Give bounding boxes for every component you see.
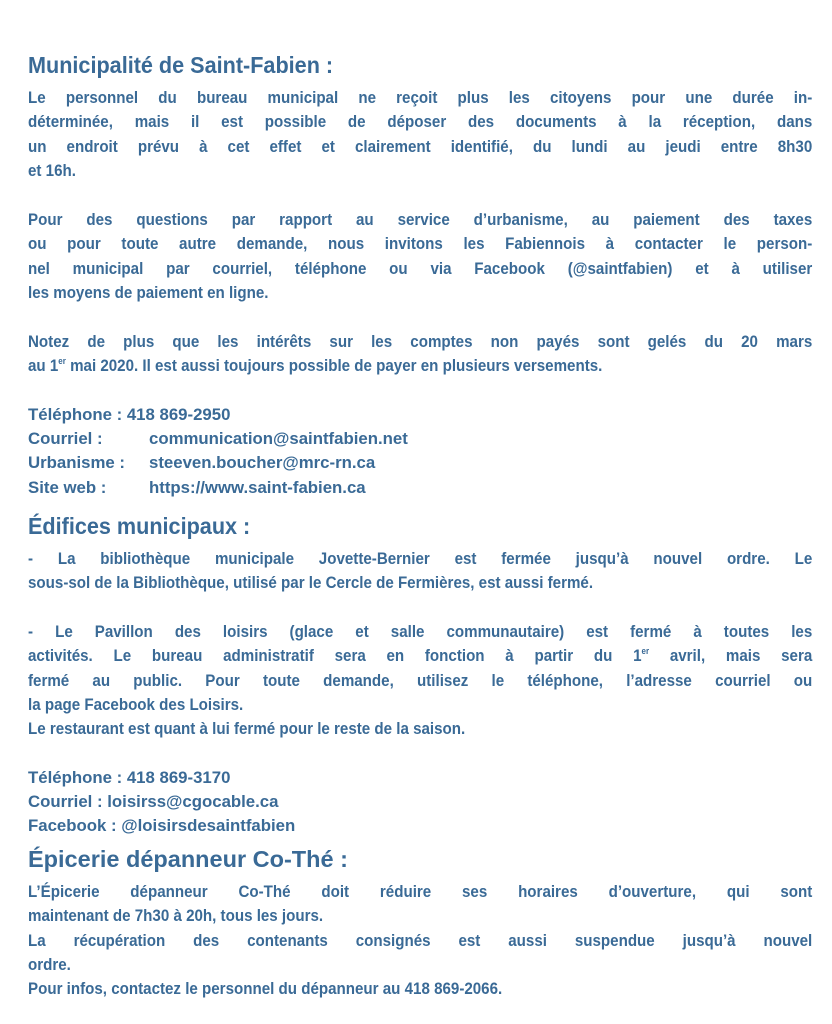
contact-label: Facebook : — [28, 816, 117, 836]
text-line: déterminée, mais il est possible de déposer des documents à la réception, dans — [28, 112, 813, 132]
text-line — [28, 354, 812, 378]
contact-email — [28, 790, 295, 814]
text-fragment: mai 2020. Il est aussi toujours possible de payer en plusieurs versements. — [65, 356, 603, 376]
contact-label: Téléphone : — [28, 405, 123, 424]
heading-municipalite: Municipalité de Saint-Fabien : — [28, 52, 334, 78]
text-line: - La bibliothèque municipale Jovette-Bernier est fermée jusqu’à nouvel ordre. Le — [28, 549, 813, 568]
text-line — [28, 644, 812, 668]
contact-urbanisme — [28, 451, 408, 475]
text-line: les moyens de paiement en ligne. — [28, 282, 269, 302]
contact-label: Courriel : — [28, 429, 103, 449]
contact-website — [28, 476, 408, 500]
text-line: Le restaurant est quant à lui fermé pour le reste de la saison. — [28, 719, 466, 739]
text-line: la page Facebook des Loisirs. — [28, 694, 244, 714]
text-line: L’Épicerie dépanneur Co-Thé doit réduire ses horaires d’ouverture, qui sont — [28, 882, 813, 901]
website-link[interactable]: https://www.saint-fabien.ca — [149, 477, 366, 497]
email-link[interactable]: loisirss@cgocable.ca — [107, 792, 279, 812]
text-line: maintenant de 7h30 à 20h, tous les jours. — [28, 906, 324, 926]
superscript: er — [58, 356, 66, 367]
text-line: et 16h. — [28, 160, 76, 180]
text-line: Pour des questions par rapport au service d’urbanisme, au paiement des taxes — [28, 210, 813, 229]
contact-phone — [28, 403, 408, 427]
text-line: nel municipal par courriel, téléphone ou via Facebook (@saintfabien) et à utiliser — [28, 258, 813, 278]
email-link[interactable]: steeven.boucher@mrc-rn.ca — [149, 453, 376, 473]
edifices-paragraph-2 — [28, 620, 812, 741]
heading-edifices: Édifices municipaux : — [28, 513, 251, 539]
contact-facebook — [28, 814, 295, 838]
text-line: ou pour toute autre demande, nous invitons les Fabiennois à contacter le person- — [28, 234, 813, 254]
text-line: ordre. — [28, 954, 71, 974]
text-fragment: avril, mais sera — [649, 646, 813, 666]
text-fragment: au 1 — [28, 356, 59, 376]
superscript: er — [641, 646, 650, 657]
phone-value[interactable]: 418 869-3170 — [126, 768, 231, 787]
facebook-link[interactable]: @loisirsdesaintfabien — [121, 816, 296, 836]
email-link[interactable]: communication@saintfabien.net — [149, 429, 408, 449]
phone-value[interactable]: 418 869-2950 — [126, 405, 231, 424]
heading-epicerie: Épicerie dépanneur Co-Thé : — [28, 846, 348, 872]
edifices-paragraph-1 — [28, 547, 812, 596]
text-line: Le personnel du bureau municipal ne reçoit plus les citoyens pour une durée in- — [28, 88, 813, 107]
text-line: Notez de plus que les intérêts sur les comptes non payés sont gelés du 20 mars — [28, 332, 813, 351]
text-line: - Le Pavillon des loisirs (glace et salle communautaire) est fermé à toutes les — [28, 622, 813, 641]
text-fragment: activités. Le bureau administratif sera en fonction à partir du 1 — [28, 646, 642, 666]
contact-phone — [28, 766, 295, 790]
text-line: La récupération des contenants consignés est aussi suspendue jusqu’à nouvel — [28, 930, 813, 950]
text-line: Pour infos, contactez le personnel du dépanneur au 418 869-2066. — [28, 979, 503, 999]
municipalite-paragraph-3 — [28, 330, 812, 379]
edifices-contacts — [28, 766, 295, 839]
text-line: fermé au public. Pour toute demande, utilisez le téléphone, l’adresse courriel ou — [28, 670, 813, 690]
municipalite-paragraph-2 — [28, 208, 812, 305]
text-line: un endroit prévu à cet effet et clairement identifié, du lundi au jeudi entre 8h30 — [28, 136, 813, 156]
contact-label: Urbanisme : — [28, 453, 125, 473]
text-line: sous-sol de la Bibliothèque, utilisé par le Cercle de Fermières, est aussi fermé. — [28, 573, 594, 593]
municipalite-paragraph-1 — [28, 86, 812, 183]
municipalite-contacts — [28, 403, 408, 500]
contact-label: Courriel : — [28, 792, 103, 812]
contact-email — [28, 427, 408, 451]
contact-label: Site web : — [28, 477, 107, 497]
epicerie-paragraph — [28, 880, 812, 1001]
contact-label: Téléphone : — [28, 768, 123, 787]
